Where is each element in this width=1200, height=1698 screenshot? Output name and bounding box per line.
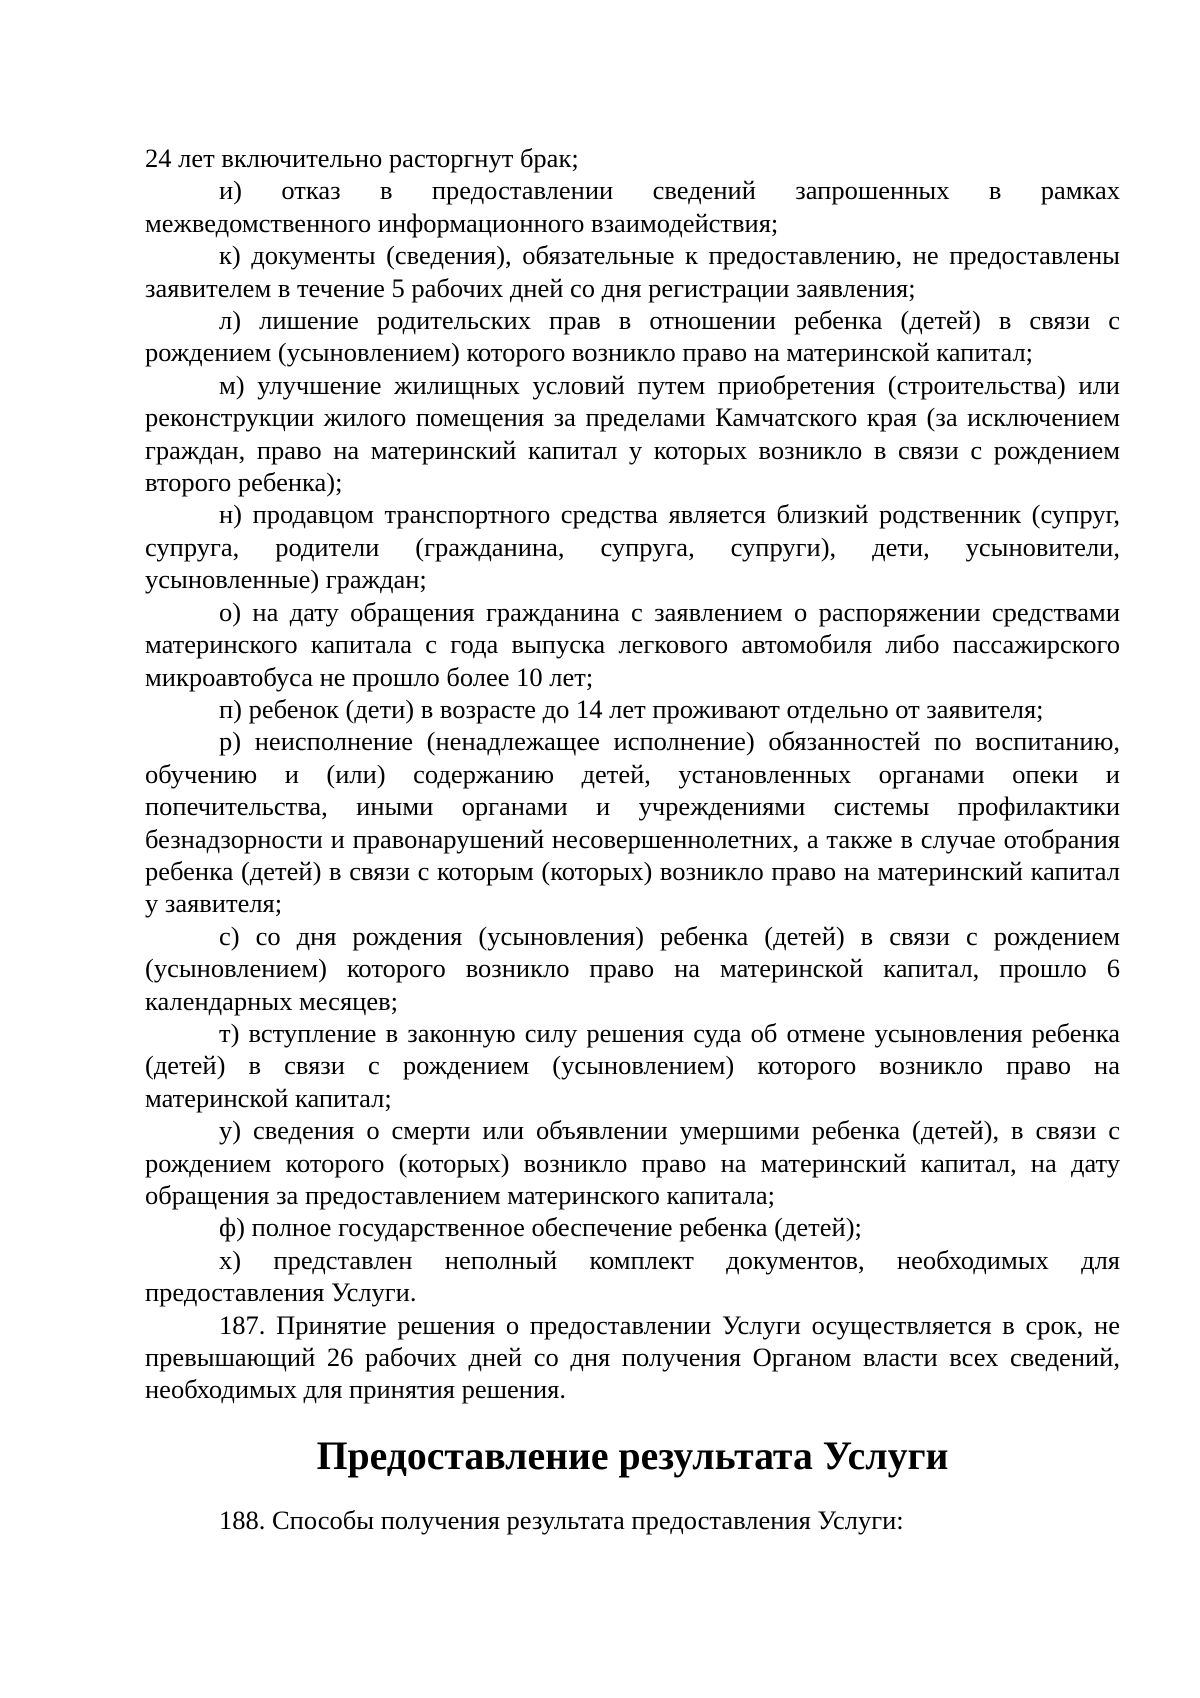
paragraph-item-s: с) со дня рождения (усыновления) ребенка (детей) в связи с рождением (усыновлением) которого возникло право на материнской капитал, прошло 6 календарных месяцев; — [145, 920, 1120, 1016]
document-page — [145, 142, 1120, 1537]
paragraph-item-k: к) документы (сведения), обязательные к предоставлению, не предоставлены заявителем в течение 5 рабочих дней со дня регистрации заявления; — [145, 240, 1120, 303]
paragraph-item-t: т) вступление в законную силу решения суда об отмене усыновления ребенка (детей) в связи с рождением (усыновлением) которого возникло право на материнской капитал; — [145, 1017, 1120, 1113]
paragraph-187: 187. Принятие решения о предоставлении Услуги осуществляется в срок, не превышающий 26 рабочих дней со дня получения Органом власти всех сведений, необходимых для принятия решения. — [145, 1309, 1120, 1405]
paragraph-item-n: н) продавцом транспортного средства является близкий родственник (супруг, супруга, родители (гражданина, супруга, супруги), дети, усыновители, усыновленные) граждан; — [145, 499, 1120, 595]
paragraph-item-f: ф) полное государственное обеспечение ребенка (детей); — [219, 1212, 862, 1243]
paragraph-item-o: о) на дату обращения гражданина с заявлением о распоряжении средствами материнского капитала с года выпуска легкового автомобиля либо пассажирского микроавтобуса не прошло более 10 лет; — [145, 596, 1120, 692]
paragraph-item-i: и) отказ в предоставлении сведений запрошенных в рамках межведомственного информационного взаимодействия; — [145, 175, 1120, 238]
paragraph-item-u: у) сведения о смерти или объявлении умершими ребенка (детей), в связи с рождением которого (которых) возникло право на материнский капитал, на дату обращения за предоставлением материнского капитала; — [145, 1115, 1120, 1210]
paragraph-item-r: р) неисполнение (ненадлежащее исполнение) обязанностей по воспитанию, обучению и (или) содержанию детей, установленных органами опеки и попечительства, иными органами и учреждениями системы профилактики безнадзорности и правонарушений несовершеннолетних, а также в случае отобрания ребенка (детей) в связи с которым (которых) возникло право на материнский капитал у заявителя; — [145, 726, 1120, 919]
paragraph-item-m: м) улучшение жилищных условий путем приобретения (строительства) или реконструкции жилого помещения за пределами Камчатского края (за исключением граждан, право на материнский капитал у которых возникло в связи с рождением второго ребенка); — [145, 369, 1120, 498]
paragraph-item-kh: х) представлен неполный комплект документов, необходимых для предоставления Услуги. — [145, 1244, 1120, 1308]
section-heading: Предоставление результата Услуги — [316, 1433, 949, 1478]
paragraph-item-p: п) ребенок (дети) в возрасте до 14 лет проживают отдельно от заявителя; — [219, 693, 1044, 724]
paragraph-continuation: 24 лет включительно расторгнут брак; — [145, 143, 579, 173]
paragraph-188: 188. Способы получения результата предоставления Услуги: — [219, 1505, 904, 1536]
paragraph-item-l: л) лишение родительских прав в отношении ребенка (детей) в связи с рождением (усыновлением) которого возникло право на материнской капитал; — [145, 305, 1120, 368]
